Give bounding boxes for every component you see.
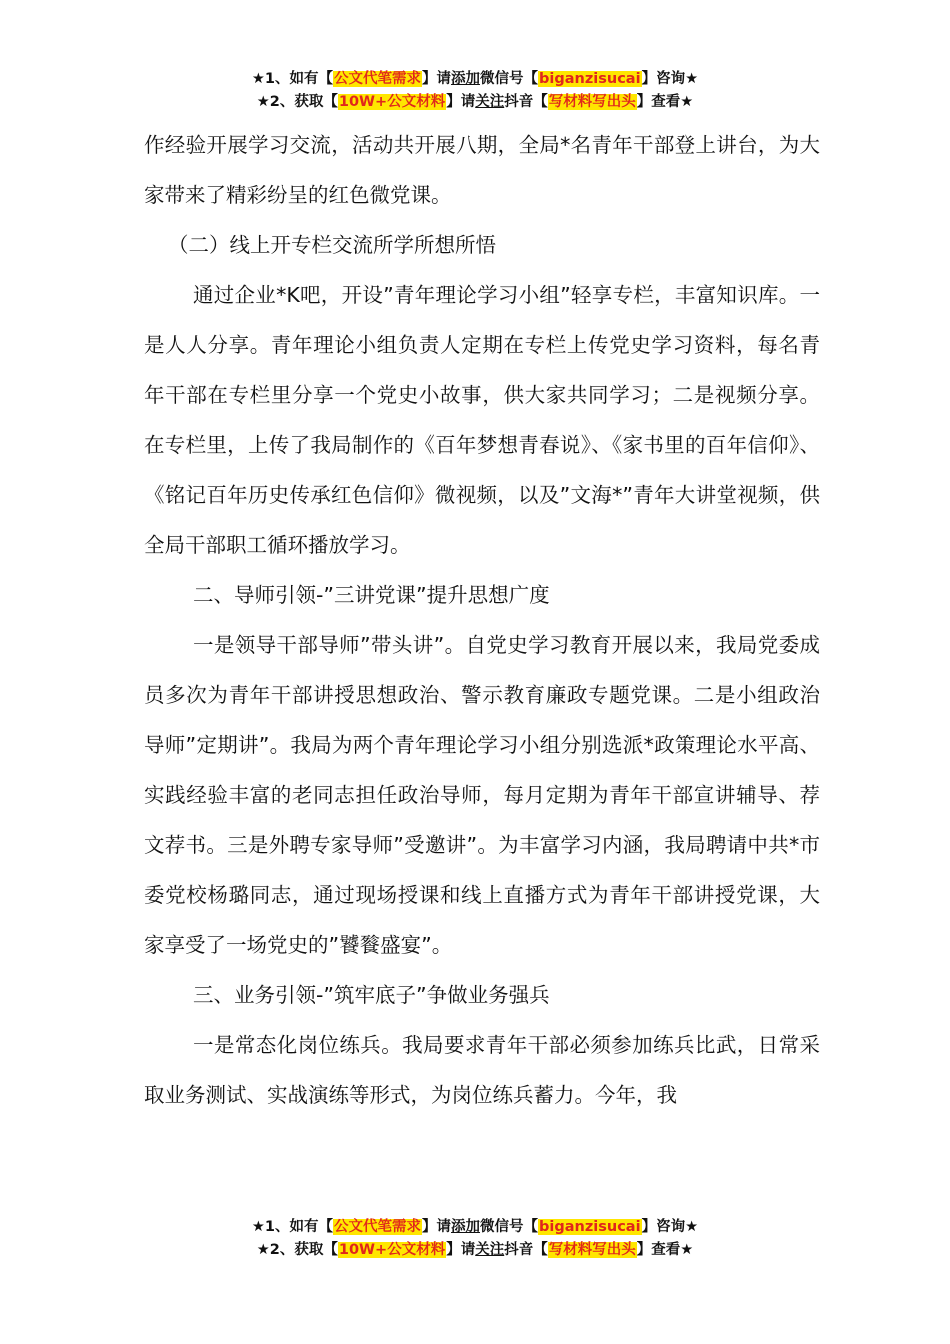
subheading-online-column: （二）线上开专栏交流所学所想所悟 — [168, 233, 496, 257]
highlight-douyin: 写材料写出头 — [548, 94, 636, 110]
heading-mentor-guidance: 二、导师引领-”三讲党课”提升思想广度 — [193, 583, 550, 607]
footer-highlight-ghostwriting: 公文代笔需求 — [334, 1219, 422, 1235]
footer-highlight-materials: 10W+公文材料 — [338, 1242, 446, 1258]
header-banner — [0, 68, 950, 114]
footer-line-1: ★1、如有【公文代笔需求】请添加微信号【biganzisucai】咨询★ — [251, 1219, 699, 1235]
paragraph-business-guidance: 一是常态化岗位练兵。我局要求青年干部必须参加练兵比武，日常采取业务测试、实战演练等形式，为岗位练兵蓄力。今年，我 — [144, 1033, 820, 1107]
footer-line-2: ★2、获取【10W+公文材料】请关注抖音【写材料写出头】查看★ — [256, 1242, 694, 1258]
banner-line-1: ★1、如有【公文代笔需求】请添加微信号【biganzisucai】咨询★ — [251, 71, 699, 87]
footer-highlight-wechat-id: biganzisucai — [539, 1219, 641, 1235]
footer-highlight-douyin: 写材料写出头 — [548, 1242, 636, 1258]
banner-line-2: ★2、获取【10W+公文材料】请关注抖音【写材料写出头】查看★ — [256, 94, 694, 110]
highlight-materials: 10W+公文材料 — [338, 94, 446, 110]
paragraph-mentor-guidance: 一是领导干部导师”带头讲”。自党史学习教育开展以来，我局党委成员多次为青年干部讲授思想政治、警示教育廉政专题党课。二是小组政治导师”定期讲”。我局为两个青年理论学习小组分别选派*政策理论水平高、实践经验丰富的老同志担任政治导师，每月定期为青年干部宣讲辅导、荐文荐书。三是外聘专家导师”受邀讲”。为丰富学习内涵，我局聘请中共*市委党校杨璐同志，通过现场授课和线上直播方式为青年干部讲授党课，大家享受了一场党史的”饕餮盛宴”。 — [144, 633, 820, 957]
footer-banner — [0, 1216, 950, 1262]
highlight-wechat-id: biganzisucai — [539, 71, 641, 87]
heading-business-guidance: 三、业务引领-”筑牢底子”争做业务强兵 — [193, 983, 550, 1007]
paragraph-continued: 作经验开展学习交流，活动共开展八期，全局*名青年干部登上讲台，为大家带来了精彩纷呈的红色微党课。 — [144, 133, 820, 207]
highlight-ghostwriting: 公文代笔需求 — [334, 71, 422, 87]
document-body — [144, 120, 820, 1120]
paragraph-online-column: 通过企业*K吧，开设”青年理论学习小组”轻享专栏，丰富知识库。一是人人分享。青年理论小组负责人定期在专栏上传党史学习资料，每名青年干部在专栏里分享一个党史小故事，供大家共同学习；二是视频分享。在专栏里，上传了我局制作的《百年梦想青春说》、《家书里的百年信仰》、《铭记百年历史传承红色信仰》微视频，以及”文海*”青年大讲堂视频，供全局干部职工循环播放学习。 — [144, 283, 820, 557]
